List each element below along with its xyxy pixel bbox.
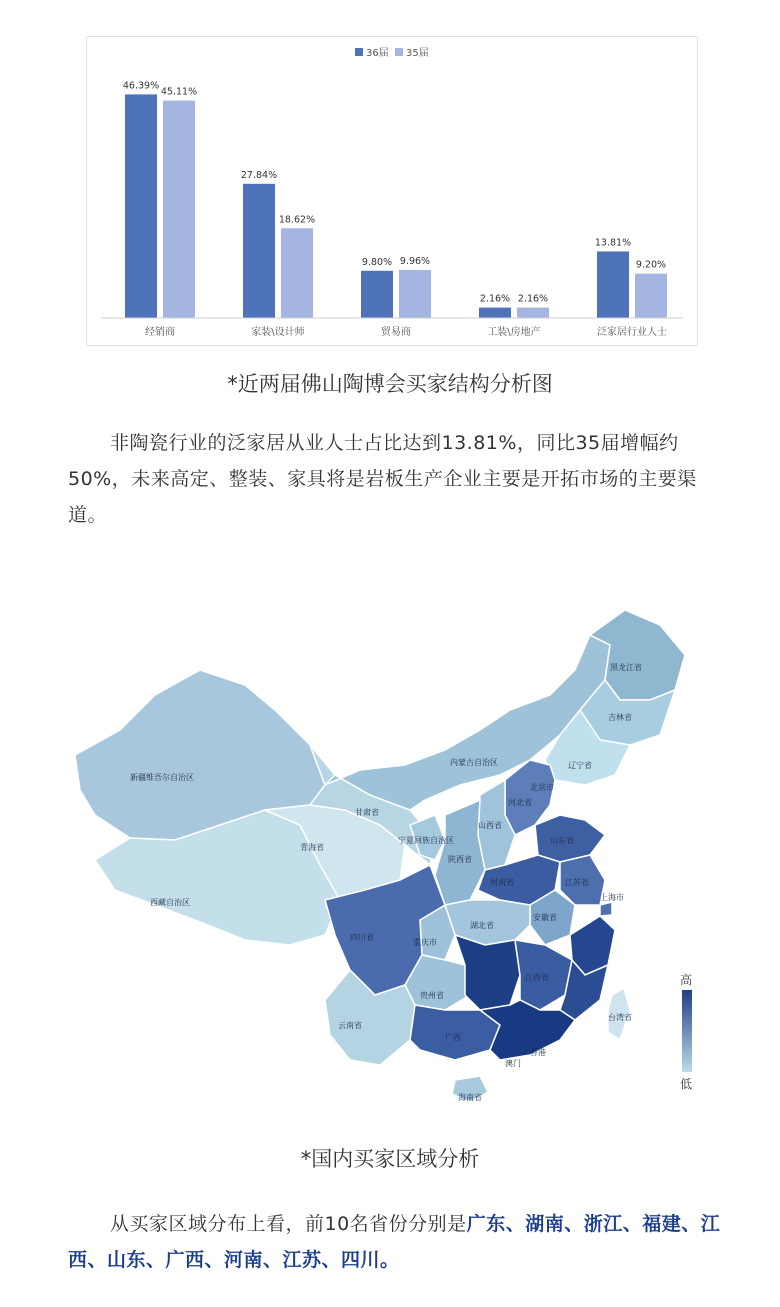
map-caption: *国内买家区域分析 [300, 1147, 480, 1171]
label-shandong: 山东省 [550, 836, 574, 845]
category-label-0: 经销商 [145, 327, 175, 338]
bar-3-0 [479, 308, 511, 318]
province-shanghai [600, 902, 612, 916]
region-description [68, 1206, 728, 1278]
label-shaanxi: 陕西省 [448, 855, 472, 864]
legend-swatch-1 [395, 48, 403, 56]
category-label-3: 工装\房地产 [487, 327, 541, 338]
label-heilongjiang: 黑龙江省 [610, 663, 642, 672]
legend-label-1: 35届 [406, 48, 429, 59]
paragraph-2-text: 从买家区域分布上看，前10名省份分别是 [110, 1213, 467, 1235]
bar-value-label-3-0: 2.16% [479, 293, 511, 305]
category-label-1: 家装\设计师 [251, 327, 305, 338]
label-chongqing: 重庆市 [413, 938, 437, 947]
bar-value-label-3-1: 2.16% [517, 293, 549, 305]
label-liaoning: 辽宁省 [568, 761, 592, 770]
legend-label-0: 36届 [366, 48, 389, 59]
label-hebei: 河北省 [508, 798, 532, 807]
label-guizhou: 贵州省 [420, 991, 444, 1000]
label-henan: 河南省 [490, 878, 514, 887]
bar-0-0 [125, 94, 157, 318]
bar-2-1 [399, 270, 431, 318]
bar-4-1 [635, 274, 667, 318]
label-hainan: 海南省 [458, 1093, 482, 1102]
label-qinghai: 青海省 [300, 843, 324, 852]
legend-low-label: 低 [680, 1077, 693, 1091]
bar-value-label-2-0: 9.80% [361, 256, 393, 268]
bar-0-1 [163, 101, 195, 318]
label-beijing: 北京市 [530, 783, 554, 792]
label-xinjiang: 新疆维吾尔自治区 [130, 773, 194, 782]
bar-value-label-0-1: 45.11% [160, 86, 198, 98]
bar-4-0 [597, 251, 629, 318]
label-hongkong: 香港 [530, 1048, 546, 1057]
label-ningxia: 宁夏回族自治区 [398, 836, 454, 845]
label-taiwan: 台湾省 [608, 1013, 632, 1022]
paragraph-1-text: 非陶瓷行业的泛家居从业人士占比达到13.81%，同比35届增幅约50%，未来高定、整装、家具将是岩板生产企业主要是开拓市场的主要渠道。 [68, 432, 697, 526]
label-macau: 澳门 [505, 1059, 521, 1068]
label-hubei: 湖北省 [470, 921, 494, 930]
bar-value-label-4-1: 9.20% [635, 259, 667, 271]
bar-value-label-1-1: 18.62% [278, 214, 316, 226]
label-gansu: 甘肃省 [355, 808, 379, 817]
bar-value-label-1-0: 27.84% [240, 169, 278, 181]
label-neimenggu: 内蒙古自治区 [450, 758, 498, 767]
china-map-svg [60, 600, 720, 1120]
label-jiangxi: 江西省 [525, 973, 549, 982]
label-anhui: 安徽省 [533, 913, 557, 922]
bar-value-label-2-1: 9.96% [399, 255, 431, 267]
label-yunnan: 云南省 [338, 1021, 362, 1030]
bar-1-0 [243, 184, 275, 318]
label-jiangsu: 江苏省 [565, 878, 589, 887]
chart-description [68, 425, 728, 533]
legend-swatch-0 [355, 48, 363, 56]
bar-value-label-4-0: 13.81% [594, 237, 632, 249]
category-label-2: 贸易商 [381, 327, 411, 338]
label-shanghai: 上海市 [600, 893, 624, 902]
label-xizang: 西藏自治区 [150, 898, 190, 907]
label-sichuan: 四川省 [350, 933, 374, 942]
bar-2-0 [361, 271, 393, 318]
china-buyer-map [60, 600, 720, 1120]
label-guangxi: 广西 [445, 1033, 461, 1042]
chart-caption: *近两届佛山陶博会买家结构分析图 [227, 372, 553, 396]
bar-chart-panel [86, 36, 698, 346]
color-scale-bar [682, 990, 692, 1072]
bar-value-label-0-0: 46.39% [122, 80, 160, 92]
province-neimenggu [325, 635, 610, 810]
label-jilin: 吉林省 [608, 713, 632, 722]
label-shanxi: 山西省 [478, 821, 502, 830]
category-label-4: 泛家居行业人士 [597, 327, 667, 338]
legend-high-label: 高 [680, 973, 693, 987]
top-provinces-highlight: 广东、湖南、浙江、福建、江西、山东、广西、河南、江苏、四川。 [68, 1213, 721, 1271]
bar-chart [87, 37, 697, 345]
bar-1-1 [281, 228, 313, 318]
bar-3-1 [517, 308, 549, 318]
